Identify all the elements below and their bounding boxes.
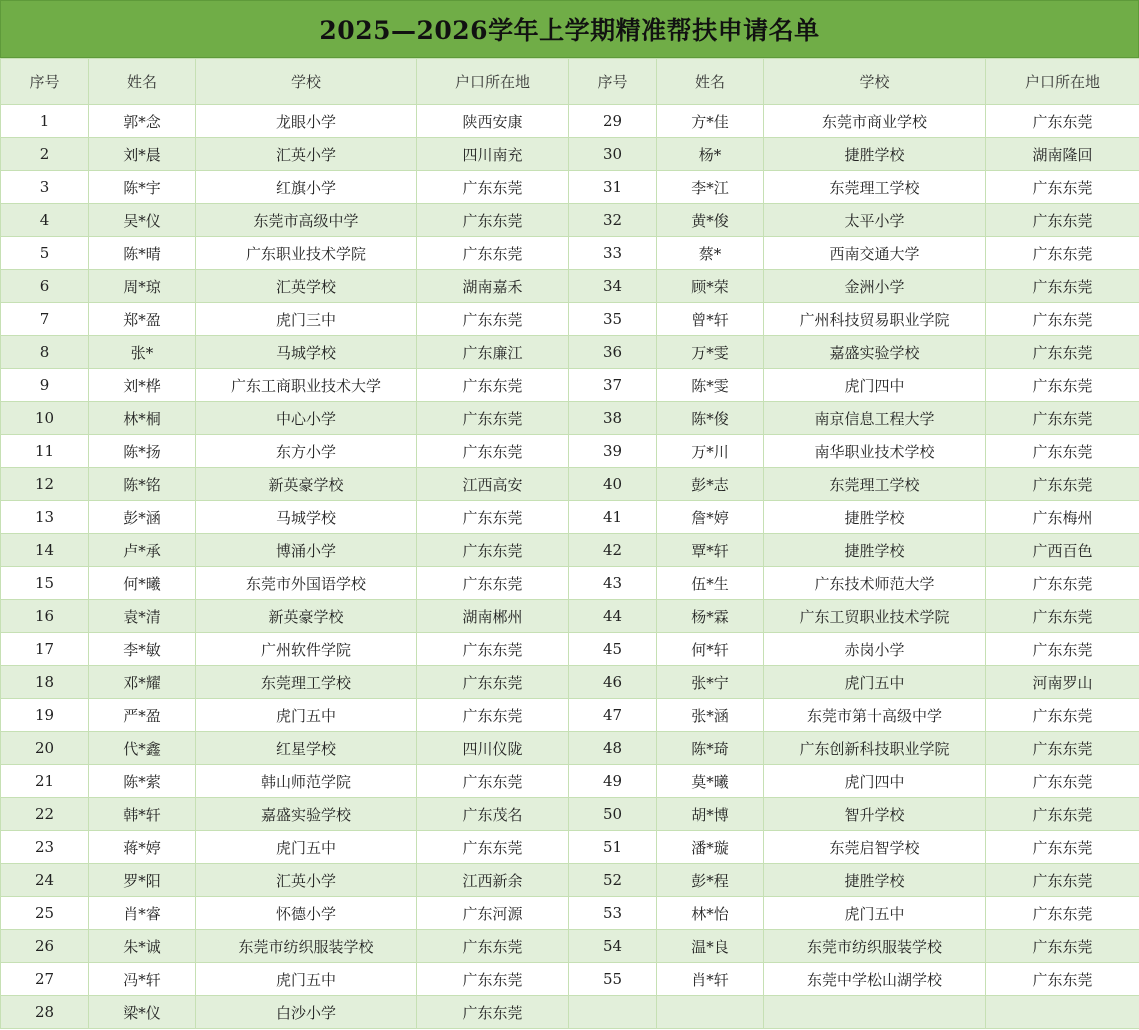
cell-school-right[interactable]: 南京信息工程大学 (764, 402, 986, 435)
cell-no-right[interactable]: 30 (569, 138, 657, 171)
cell-no[interactable]: 5 (1, 237, 89, 270)
cell-school-right[interactable]: 虎门四中 (764, 765, 986, 798)
cell-no-right[interactable] (569, 996, 657, 1029)
cell-origin[interactable]: 广东东莞 (417, 303, 569, 336)
cell-origin[interactable]: 广东东莞 (417, 534, 569, 567)
cell-name[interactable]: 韩*轩 (89, 798, 196, 831)
cell-no-right[interactable]: 55 (569, 963, 657, 996)
cell-no[interactable]: 2 (1, 138, 89, 171)
cell-origin[interactable]: 广东东莞 (417, 171, 569, 204)
cell-name-right[interactable] (657, 996, 764, 1029)
cell-name[interactable]: 代*鑫 (89, 732, 196, 765)
cell-name-right[interactable]: 万*川 (657, 435, 764, 468)
cell-school-right[interactable]: 捷胜学校 (764, 501, 986, 534)
cell-origin-right[interactable]: 广东东莞 (986, 270, 1139, 303)
cell-school[interactable]: 马城学校 (196, 501, 417, 534)
cell-origin-right[interactable]: 广东东莞 (986, 600, 1139, 633)
cell-origin-right[interactable]: 广东东莞 (986, 468, 1139, 501)
cell-school[interactable]: 虎门五中 (196, 699, 417, 732)
cell-no-right[interactable]: 49 (569, 765, 657, 798)
cell-name[interactable]: 冯*轩 (89, 963, 196, 996)
cell-no-right[interactable]: 37 (569, 369, 657, 402)
cell-origin-right[interactable]: 广东东莞 (986, 171, 1139, 204)
cell-origin-right[interactable]: 广东东莞 (986, 732, 1139, 765)
cell-no[interactable]: 19 (1, 699, 89, 732)
table-row (1, 336, 1139, 369)
cell-origin-right[interactable]: 广东东莞 (986, 930, 1139, 963)
cell-no[interactable]: 27 (1, 963, 89, 996)
table-row (1, 534, 1139, 567)
cell-school-right[interactable]: 智升学校 (764, 798, 986, 831)
cell-name[interactable]: 张* (89, 336, 196, 369)
cell-no[interactable]: 14 (1, 534, 89, 567)
cell-name[interactable]: 肖*睿 (89, 897, 196, 930)
cell-school-right[interactable] (764, 996, 986, 1029)
cell-school-right[interactable]: 西南交通大学 (764, 237, 986, 270)
cell-name-right[interactable]: 顾*荣 (657, 270, 764, 303)
cell-school[interactable]: 新英豪学校 (196, 600, 417, 633)
cell-origin-right[interactable]: 广东东莞 (986, 831, 1139, 864)
cell-origin[interactable]: 广东东莞 (417, 996, 569, 1029)
table-row (1, 930, 1139, 963)
cell-school-right[interactable]: 东莞市第十高级中学 (764, 699, 986, 732)
cell-name-right[interactable]: 曾*轩 (657, 303, 764, 336)
cell-origin-right[interactable]: 广东东莞 (986, 237, 1139, 270)
cell-no-right[interactable]: 48 (569, 732, 657, 765)
cell-school-right[interactable]: 赤岗小学 (764, 633, 986, 666)
cell-school-right[interactable]: 捷胜学校 (764, 864, 986, 897)
page-title: 2025—2026学年上学期精准帮扶申请名单 (319, 16, 820, 45)
table-row (1, 633, 1139, 666)
table-row (1, 831, 1139, 864)
cell-origin[interactable]: 广东东莞 (417, 402, 569, 435)
cell-name-right[interactable]: 杨*霖 (657, 600, 764, 633)
cell-origin-right[interactable]: 湖南隆回 (986, 138, 1139, 171)
cell-name-right[interactable]: 覃*轩 (657, 534, 764, 567)
table-row (1, 666, 1139, 699)
cell-school[interactable]: 汇英小学 (196, 864, 417, 897)
cell-school[interactable]: 红旗小学 (196, 171, 417, 204)
cell-origin-right[interactable]: 广东东莞 (986, 204, 1139, 237)
cell-school[interactable]: 怀德小学 (196, 897, 417, 930)
cell-no-right[interactable]: 52 (569, 864, 657, 897)
cell-no-right[interactable]: 32 (569, 204, 657, 237)
cell-name-right[interactable]: 蔡* (657, 237, 764, 270)
cell-school[interactable]: 东莞理工学校 (196, 666, 417, 699)
cell-origin[interactable]: 广东东莞 (417, 204, 569, 237)
cell-origin[interactable]: 湖南郴州 (417, 600, 569, 633)
cell-no[interactable]: 23 (1, 831, 89, 864)
cell-no[interactable]: 3 (1, 171, 89, 204)
cell-school[interactable]: 广州软件学院 (196, 633, 417, 666)
cell-school[interactable]: 广东工商职业技术大学 (196, 369, 417, 402)
cell-name[interactable]: 卢*承 (89, 534, 196, 567)
cell-origin[interactable]: 广东河源 (417, 897, 569, 930)
cell-school-right[interactable]: 虎门五中 (764, 897, 986, 930)
cell-school-right[interactable]: 嘉盛实验学校 (764, 336, 986, 369)
cell-origin-right[interactable]: 广东东莞 (986, 897, 1139, 930)
cell-school[interactable]: 马城学校 (196, 336, 417, 369)
cell-school[interactable]: 东莞市高级中学 (196, 204, 417, 237)
cell-name[interactable]: 蒋*婷 (89, 831, 196, 864)
cell-no-right[interactable]: 38 (569, 402, 657, 435)
cell-school[interactable]: 中心小学 (196, 402, 417, 435)
cell-school[interactable]: 韩山师范学院 (196, 765, 417, 798)
table-row (1, 699, 1139, 732)
cell-origin-right[interactable]: 广东东莞 (986, 435, 1139, 468)
cell-origin[interactable]: 四川南充 (417, 138, 569, 171)
cell-school-right[interactable]: 广东创新科技职业学院 (764, 732, 986, 765)
cell-origin-right[interactable]: 广东东莞 (986, 699, 1139, 732)
cell-no-right[interactable]: 54 (569, 930, 657, 963)
table-header (1, 59, 1139, 105)
cell-origin[interactable]: 陕西安康 (417, 105, 569, 138)
cell-no-right[interactable]: 29 (569, 105, 657, 138)
cell-name-right[interactable]: 张*涵 (657, 699, 764, 732)
cell-no[interactable]: 20 (1, 732, 89, 765)
cell-origin-right[interactable]: 广东东莞 (986, 633, 1139, 666)
cell-origin[interactable]: 广东东莞 (417, 237, 569, 270)
header-cell-no: 序号 (1, 59, 89, 105)
cell-origin[interactable]: 江西新余 (417, 864, 569, 897)
cell-no[interactable]: 8 (1, 336, 89, 369)
cell-no[interactable]: 25 (1, 897, 89, 930)
cell-origin-right[interactable]: 河南罗山 (986, 666, 1139, 699)
cell-no[interactable]: 17 (1, 633, 89, 666)
cell-origin[interactable]: 湖南嘉禾 (417, 270, 569, 303)
cell-no-right[interactable]: 53 (569, 897, 657, 930)
cell-origin-right[interactable]: 广东梅州 (986, 501, 1139, 534)
cell-school-right[interactable]: 虎门五中 (764, 666, 986, 699)
cell-school[interactable]: 博涌小学 (196, 534, 417, 567)
cell-name[interactable]: 严*盈 (89, 699, 196, 732)
cell-name[interactable]: 郭*念 (89, 105, 196, 138)
cell-school[interactable]: 虎门三中 (196, 303, 417, 336)
cell-school[interactable]: 东莞市纺织服装学校 (196, 930, 417, 963)
cell-name[interactable]: 陈*晴 (89, 237, 196, 270)
cell-origin-right[interactable]: 广东东莞 (986, 567, 1139, 600)
cell-origin-right[interactable]: 广西百色 (986, 534, 1139, 567)
table-row (1, 105, 1139, 138)
cell-school-right[interactable]: 捷胜学校 (764, 138, 986, 171)
cell-name-right[interactable]: 彭*志 (657, 468, 764, 501)
cell-origin-right[interactable]: 广东东莞 (986, 303, 1139, 336)
cell-name[interactable]: 周*琼 (89, 270, 196, 303)
table-row (1, 798, 1139, 831)
cell-no[interactable]: 13 (1, 501, 89, 534)
cell-no[interactable]: 22 (1, 798, 89, 831)
cell-no-right[interactable]: 31 (569, 171, 657, 204)
cell-no-right[interactable]: 33 (569, 237, 657, 270)
cell-no-right[interactable]: 34 (569, 270, 657, 303)
cell-no[interactable]: 11 (1, 435, 89, 468)
table-row (1, 765, 1139, 798)
cell-no-right[interactable]: 36 (569, 336, 657, 369)
header-cell-name: 姓名 (89, 59, 196, 105)
header-cell-origin: 户口所在地 (417, 59, 569, 105)
table-row (1, 402, 1139, 435)
table-row (1, 237, 1139, 270)
cell-name[interactable]: 袁*清 (89, 600, 196, 633)
cell-no-right[interactable]: 45 (569, 633, 657, 666)
cell-school-right[interactable]: 虎门四中 (764, 369, 986, 402)
cell-no[interactable]: 1 (1, 105, 89, 138)
cell-origin[interactable]: 江西高安 (417, 468, 569, 501)
cell-name[interactable]: 邓*耀 (89, 666, 196, 699)
cell-name-right[interactable]: 胡*博 (657, 798, 764, 831)
cell-origin-right[interactable]: 广东东莞 (986, 369, 1139, 402)
table-row (1, 996, 1139, 1029)
cell-school[interactable]: 龙眼小学 (196, 105, 417, 138)
cell-origin-right[interactable]: 广东东莞 (986, 765, 1139, 798)
cell-school[interactable]: 虎门五中 (196, 963, 417, 996)
table-row (1, 204, 1139, 237)
cell-name-right[interactable]: 李*江 (657, 171, 764, 204)
cell-no-right[interactable]: 43 (569, 567, 657, 600)
cell-no[interactable]: 24 (1, 864, 89, 897)
cell-school-right[interactable]: 太平小学 (764, 204, 986, 237)
cell-name[interactable]: 梁*仪 (89, 996, 196, 1029)
cell-name[interactable]: 朱*诚 (89, 930, 196, 963)
cell-name[interactable]: 林*桐 (89, 402, 196, 435)
cell-name[interactable]: 吴*仪 (89, 204, 196, 237)
cell-school-right[interactable]: 捷胜学校 (764, 534, 986, 567)
cell-name-right[interactable]: 方*佳 (657, 105, 764, 138)
cell-origin-right[interactable]: 广东东莞 (986, 798, 1139, 831)
cell-name-right[interactable]: 杨* (657, 138, 764, 171)
cell-name[interactable]: 罗*阳 (89, 864, 196, 897)
cell-no[interactable]: 4 (1, 204, 89, 237)
cell-origin[interactable]: 广东东莞 (417, 567, 569, 600)
cell-no[interactable]: 15 (1, 567, 89, 600)
cell-school-right[interactable]: 广州科技贸易职业学院 (764, 303, 986, 336)
cell-origin-right[interactable]: 广东东莞 (986, 402, 1139, 435)
cell-name[interactable]: 陈*铭 (89, 468, 196, 501)
cell-school[interactable]: 白沙小学 (196, 996, 417, 1029)
cell-name[interactable]: 李*敏 (89, 633, 196, 666)
cell-origin[interactable]: 广东东莞 (417, 501, 569, 534)
cell-school[interactable]: 东方小学 (196, 435, 417, 468)
header-cell-origin-right: 户口所在地 (986, 59, 1139, 105)
table-row (1, 567, 1139, 600)
cell-name-right[interactable]: 陈*俊 (657, 402, 764, 435)
cell-no-right[interactable]: 35 (569, 303, 657, 336)
cell-name-right[interactable]: 温*良 (657, 930, 764, 963)
table-row (1, 732, 1139, 765)
table-row (1, 270, 1139, 303)
table-row (1, 435, 1139, 468)
cell-origin[interactable]: 广东东莞 (417, 633, 569, 666)
cell-no[interactable]: 16 (1, 600, 89, 633)
table-body (1, 105, 1139, 1029)
cell-name-right[interactable]: 黄*俊 (657, 204, 764, 237)
cell-school[interactable]: 东莞市外国语学校 (196, 567, 417, 600)
cell-name-right[interactable]: 潘*璇 (657, 831, 764, 864)
cell-no-right[interactable]: 44 (569, 600, 657, 633)
cell-no-right[interactable]: 41 (569, 501, 657, 534)
cell-school-right[interactable]: 东莞启智学校 (764, 831, 986, 864)
cell-no[interactable]: 9 (1, 369, 89, 402)
cell-school[interactable]: 汇英小学 (196, 138, 417, 171)
cell-no[interactable]: 26 (1, 930, 89, 963)
cell-no-right[interactable]: 39 (569, 435, 657, 468)
cell-origin-right[interactable]: 广东东莞 (986, 864, 1139, 897)
table-row (1, 369, 1139, 402)
table-row (1, 864, 1139, 897)
cell-school-right[interactable]: 金洲小学 (764, 270, 986, 303)
cell-origin-right[interactable]: 广东东莞 (986, 336, 1139, 369)
cell-school[interactable]: 新英豪学校 (196, 468, 417, 501)
cell-origin-right[interactable] (986, 996, 1139, 1029)
cell-name-right[interactable]: 莫*曦 (657, 765, 764, 798)
cell-school-right[interactable]: 南华职业技术学校 (764, 435, 986, 468)
cell-name-right[interactable]: 伍*生 (657, 567, 764, 600)
cell-no-right[interactable]: 50 (569, 798, 657, 831)
table-row (1, 897, 1139, 930)
table-row (1, 303, 1139, 336)
cell-no-right[interactable]: 46 (569, 666, 657, 699)
cell-origin[interactable]: 广东东莞 (417, 765, 569, 798)
cell-name-right[interactable]: 陈*雯 (657, 369, 764, 402)
cell-no[interactable]: 21 (1, 765, 89, 798)
cell-school[interactable]: 汇英学校 (196, 270, 417, 303)
cell-origin[interactable]: 广东廉江 (417, 336, 569, 369)
cell-school[interactable]: 虎门五中 (196, 831, 417, 864)
cell-no[interactable]: 7 (1, 303, 89, 336)
cell-name-right[interactable]: 彭*程 (657, 864, 764, 897)
table-row (1, 963, 1139, 996)
cell-name[interactable]: 陈*扬 (89, 435, 196, 468)
cell-name[interactable]: 刘*桦 (89, 369, 196, 402)
cell-origin[interactable]: 广东东莞 (417, 699, 569, 732)
cell-school[interactable]: 嘉盛实验学校 (196, 798, 417, 831)
table-row (1, 171, 1139, 204)
cell-name-right[interactable]: 何*轩 (657, 633, 764, 666)
cell-school-right[interactable]: 东莞理工学校 (764, 171, 986, 204)
cell-name[interactable]: 刘*晨 (89, 138, 196, 171)
cell-name[interactable]: 何*曦 (89, 567, 196, 600)
cell-no-right[interactable]: 42 (569, 534, 657, 567)
header-cell-no-right: 序号 (569, 59, 657, 105)
cell-no[interactable]: 18 (1, 666, 89, 699)
cell-school-right[interactable]: 东莞理工学校 (764, 468, 986, 501)
table-row (1, 138, 1139, 171)
cell-origin[interactable]: 广东茂名 (417, 798, 569, 831)
cell-name[interactable]: 陈*宇 (89, 171, 196, 204)
cell-origin-right[interactable]: 广东东莞 (986, 105, 1139, 138)
cell-origin[interactable]: 广东东莞 (417, 930, 569, 963)
cell-origin[interactable]: 广东东莞 (417, 831, 569, 864)
cell-school[interactable]: 广东职业技术学院 (196, 237, 417, 270)
cell-no[interactable]: 6 (1, 270, 89, 303)
cell-origin[interactable]: 广东东莞 (417, 435, 569, 468)
cell-name[interactable]: 彭*涵 (89, 501, 196, 534)
cell-school-right[interactable]: 东莞中学松山湖学校 (764, 963, 986, 996)
cell-origin[interactable]: 广东东莞 (417, 666, 569, 699)
cell-school[interactable]: 红星学校 (196, 732, 417, 765)
cell-school-right[interactable]: 广东工贸职业技术学院 (764, 600, 986, 633)
table-row (1, 501, 1139, 534)
cell-name-right[interactable]: 张*宁 (657, 666, 764, 699)
cell-name[interactable]: 郑*盈 (89, 303, 196, 336)
header-cell-school: 学校 (196, 59, 417, 105)
cell-name-right[interactable]: 肖*轩 (657, 963, 764, 996)
title-bar (0, 0, 1139, 58)
cell-name-right[interactable]: 林*怡 (657, 897, 764, 930)
table-row (1, 468, 1139, 501)
cell-name[interactable]: 陈*萦 (89, 765, 196, 798)
cell-school-right[interactable]: 东莞市商业学校 (764, 105, 986, 138)
cell-origin[interactable]: 四川仪陇 (417, 732, 569, 765)
cell-school-right[interactable]: 东莞市纺织服装学校 (764, 930, 986, 963)
header-cell-school-right: 学校 (764, 59, 986, 105)
cell-no[interactable]: 10 (1, 402, 89, 435)
cell-no[interactable]: 28 (1, 996, 89, 1029)
cell-origin-right[interactable]: 广东东莞 (986, 963, 1139, 996)
cell-no-right[interactable]: 47 (569, 699, 657, 732)
header-cell-name-right: 姓名 (657, 59, 764, 105)
table-row (1, 600, 1139, 633)
cell-origin[interactable]: 广东东莞 (417, 369, 569, 402)
applicant-table (0, 58, 1139, 1029)
cell-school-right[interactable]: 广东技术师范大学 (764, 567, 986, 600)
cell-no[interactable]: 12 (1, 468, 89, 501)
cell-origin[interactable]: 广东东莞 (417, 963, 569, 996)
header-row (1, 59, 1139, 105)
cell-name-right[interactable]: 詹*婷 (657, 501, 764, 534)
cell-name-right[interactable]: 陈*琦 (657, 732, 764, 765)
cell-no-right[interactable]: 51 (569, 831, 657, 864)
cell-no-right[interactable]: 40 (569, 468, 657, 501)
cell-name-right[interactable]: 万*雯 (657, 336, 764, 369)
